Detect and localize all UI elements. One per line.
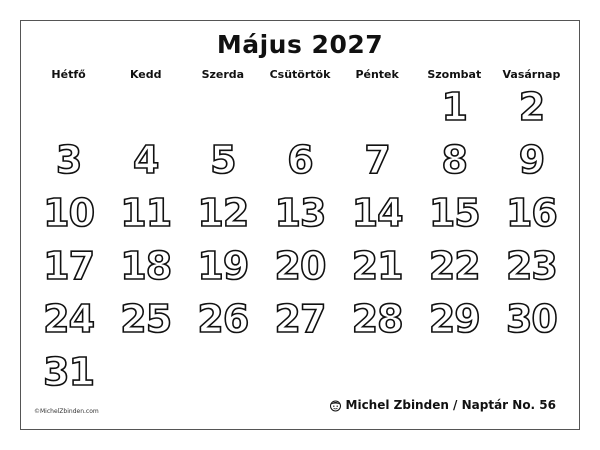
calendar-day-grid xyxy=(30,80,570,398)
day-cell: 23 xyxy=(505,243,557,288)
day-cell: 21 xyxy=(351,243,403,288)
day-cell: 2 xyxy=(518,84,545,129)
day-cell: 15 xyxy=(428,190,480,235)
day-cell: 31 xyxy=(43,349,95,394)
day-cell: 9 xyxy=(518,137,545,182)
weekday-tuesday: Kedd xyxy=(129,68,162,81)
day-cell: 18 xyxy=(120,243,172,288)
day-cell: 4 xyxy=(132,137,159,182)
day-cell: 19 xyxy=(197,243,249,288)
day-cell: 25 xyxy=(120,296,172,341)
weekday-friday: Péntek xyxy=(355,68,399,81)
weekday-sunday: Vasárnap xyxy=(502,68,561,81)
day-cell: 28 xyxy=(351,296,403,341)
day-cell: 10 xyxy=(43,190,95,235)
author-credit-text: Michel Zbinden / Naptár No. 56 xyxy=(345,398,556,412)
day-cell: 29 xyxy=(428,296,480,341)
day-cell: 27 xyxy=(274,296,326,341)
day-cell: 22 xyxy=(428,243,480,288)
day-cell: 12 xyxy=(197,190,249,235)
day-cell: 24 xyxy=(43,296,95,341)
day-cell: 17 xyxy=(43,243,95,288)
day-cell: 7 xyxy=(364,137,390,182)
day-cell: 20 xyxy=(274,243,326,288)
weekday-thursday: Csütörtök xyxy=(269,68,331,81)
weekday-wednesday: Szerda xyxy=(201,68,245,81)
page-title: Május 2027 xyxy=(216,30,384,59)
day-cell: 6 xyxy=(287,137,313,182)
day-cell: 3 xyxy=(55,137,82,182)
weekday-monday: Hétfő xyxy=(51,68,86,81)
website-credit: ©MichelZbinden.com xyxy=(34,408,99,415)
weekday-saturday: Szombat xyxy=(427,68,482,81)
day-cell: 8 xyxy=(441,137,467,182)
day-cell: 11 xyxy=(120,190,172,235)
day-cell: 30 xyxy=(505,296,557,341)
day-cell: 1 xyxy=(441,84,467,129)
author-face-icon xyxy=(329,399,342,412)
day-cell: 26 xyxy=(197,296,249,341)
author-credit xyxy=(329,398,556,412)
day-cell: 14 xyxy=(351,190,403,235)
day-cell: 13 xyxy=(274,190,326,235)
day-cell: 5 xyxy=(210,137,236,182)
day-cell: 16 xyxy=(505,190,557,235)
